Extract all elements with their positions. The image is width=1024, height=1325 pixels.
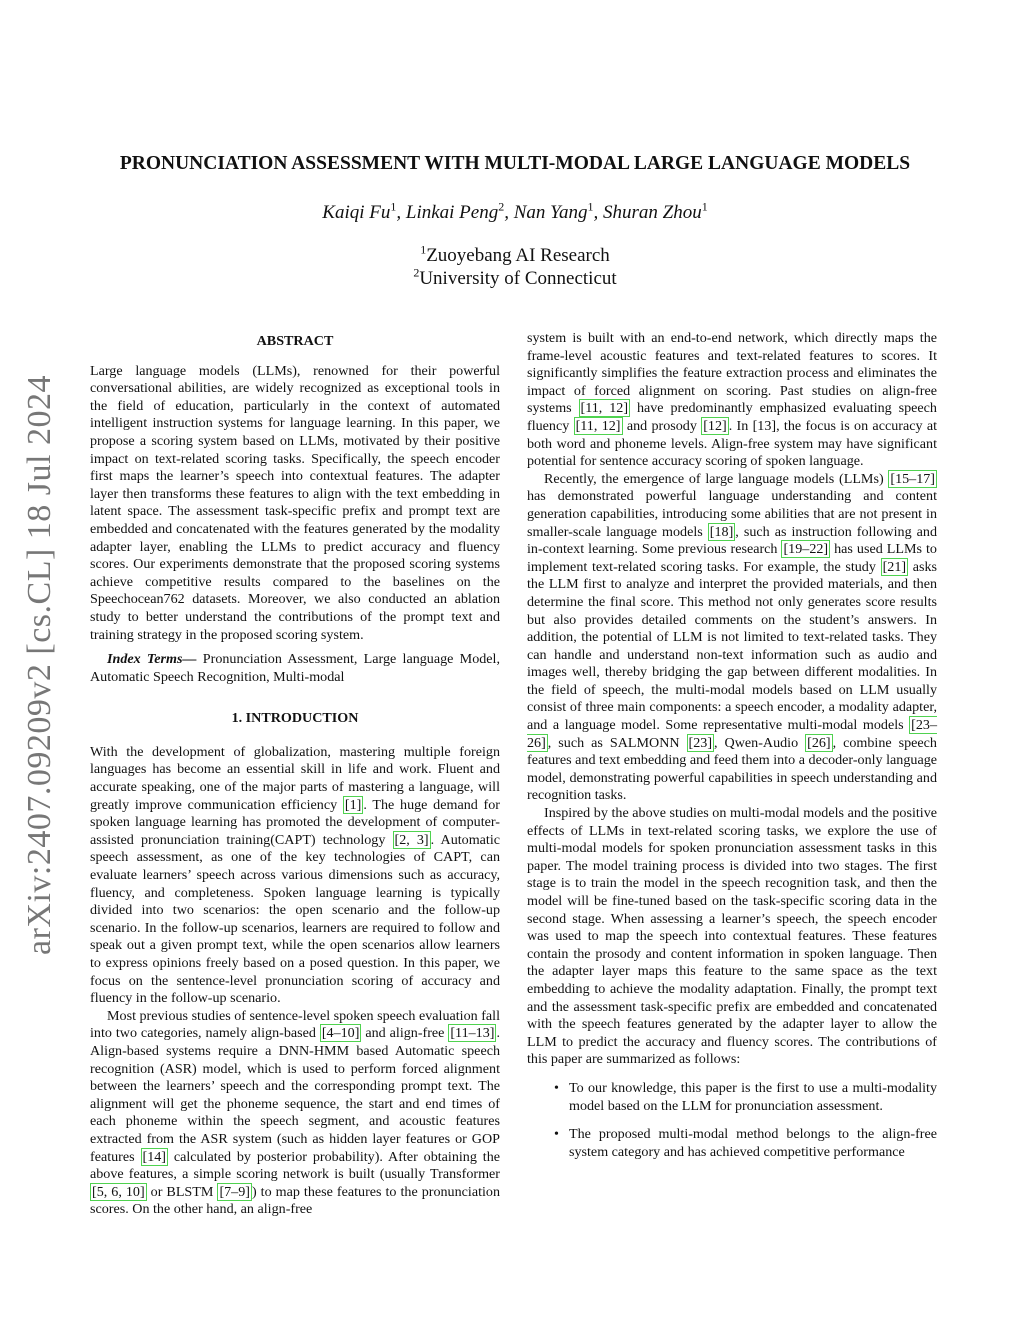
citation-link[interactable]: [11, 12]: [575, 417, 621, 434]
affiliation-sup: 1: [420, 242, 427, 257]
citation-link[interactable]: [2, 3]: [394, 831, 429, 848]
citation-link[interactable]: [26]: [807, 734, 831, 751]
author-sep: ,: [593, 202, 603, 223]
citation-link[interactable]: [21]: [882, 558, 907, 575]
section-heading-introduction: 1. INTRODUCTION: [231, 710, 359, 727]
text-run: calculated by posterior probability). After obtaining the above features, a simple scoring network is built (usually Transformer: [90, 1148, 501, 1183]
text-run: , such as instruction following and in-context learning. Some previous research: [527, 523, 938, 558]
affiliation-sup: 2: [413, 265, 420, 280]
contribution-item: • To our knowledge, this paper is the first to use a multi-modality model based on the LLM for pronunciation assessment.: [527, 1080, 937, 1115]
text-run: and prosody: [622, 417, 702, 434]
index-terms-text: Pronunciation Assessment, Large language Model, Automatic Speech Recognition, Multi-modal: [90, 651, 500, 685]
author-sup: 1: [701, 199, 708, 214]
citation-link[interactable]: [7–9]: [219, 1183, 250, 1200]
author-name: Nan Yang: [513, 202, 588, 223]
author-name: Kaiqi Fu: [322, 202, 391, 223]
text-run: have predominantly emphasized evaluating speech fluency: [527, 400, 937, 434]
affiliation-name: Zuoyebang AI Research: [426, 245, 610, 266]
arxiv-id-text: arXiv:2407.09209v2 [cs.CL] 18 Jul 2024: [21, 375, 59, 955]
abstract-heading: ABSTRACT: [256, 333, 334, 349]
affiliation: [90, 244, 940, 267]
text-run: and align-free: [361, 1025, 449, 1042]
author-sup: 1: [587, 199, 594, 214]
text-run: , Qwen-Audio: [714, 734, 806, 751]
text-run: system is built with an end-to-end network, which directly maps the frame-level acoustic features and text-related features to scores. It significantly simplifies the feature extraction process and eliminates the impact of forced alignment on scoring. Past studies on align-free systems: [527, 330, 937, 417]
citation-link[interactable]: [23]: [688, 734, 713, 751]
citation-link[interactable]: [19–22]: [783, 541, 829, 558]
index-terms-label: Index Terms—: [107, 651, 197, 668]
text-run: has demonstrated powerful language understanding and content generation capabilities, introducing some abilities that are not present in smaller-scale language models: [527, 488, 937, 540]
intro-paragraph-1: [90, 744, 500, 1008]
text-run: . Automatic speech assessment, as one of the key technologies of CAPT, can evaluate learners’ speech across various dimensions such as accuracy, fluency, and completeness. Spoken language learning is typically divided into two scenarios: the open scenario and the follow-up scenario. In the follow-up scenarios, learners are required to follow and speak out a given prompt text, while the open scenarios allow learners to express opinions freely based on a posed question. In this paper, we focus on the sentence-level pronunciation scoring of accuracy and fluency in the follow-up scenario.: [90, 831, 501, 1007]
text-run: . The huge demand for spoken language learning has promoted the development of computer-assisted pronunciation training(CAPT) technology: [90, 796, 500, 848]
text-run: has used LLMs to implement text-related scoring tasks. For example, the study: [527, 541, 937, 575]
abstract-text: Large language models (LLMs), renowned for their powerful conversational abilities, are widely recognized as exceptional tools in the field of education, particularly in the context of automated intelligent instruction systems for language learning. In this paper, we propose a scoring system based on LLMs, motivated by their positive impact on text-related scoring tasks. Specifically, the speech encoder first maps the learner’s speech into contextual features. The adapter layer then transforms these features to align with the text embedding in latent space. The assessment task-specific prefix and prompt text are embedded and concatenated with the features generated by the modality adapter layer, enabling the LLMs to predict accuracy and fluency scores. Our experiments demonstrate that the proposed scoring systems achieve competitive results compared to the baselines on the Speechocean762 datasets. Moreover, we also conducted an ablation study to better understand the contributions of the prompt text and training strategy in the proposed scoring system.: [90, 362, 500, 643]
citation-link[interactable]: [5, 6, 10]: [92, 1183, 145, 1200]
author-list: [90, 199, 940, 227]
affiliation-name: University of Connecticut: [419, 268, 617, 289]
intro-paragraph-4: [527, 471, 937, 805]
author-sep: ,: [504, 202, 514, 223]
intro-paragraph-5: Inspired by the above studies on multi-modal models and the positive effects of LLMs in text-related scoring tasks, we explore the use of multi-modal models for spoken pronunciation assessment tasks in this paper. The model training process is divided into two stages. The first stage is to train the model in the speech recognition task, and then the model will be fine-tuned based on the task-specific scoring data in the second stage. When assessing a learner’s speech, the speech encoder was used to map the speech into contextual features. These features contain the prosody and content information in spoken language. Then the adapter layer maps this feature to the same space as the text embedding to achieve the modality adaptation. Finally, the prompt text and the assessment task-specific prefix are embedded and concatenated with the speech features generated by the adapter layer to allow the LLM to predict the accuracy and fluency scores. The contributions of this paper are summarized as follows:: [527, 805, 937, 1068]
author-sep: ,: [396, 202, 406, 223]
author-sup: 2: [498, 199, 505, 214]
author-name: Shuran Zhou: [602, 202, 702, 223]
citation-link[interactable]: [12]: [703, 417, 727, 434]
citation-link[interactable]: [18]: [709, 523, 734, 540]
text-run: or BLSTM: [146, 1183, 218, 1200]
paper-header: [90, 150, 940, 290]
text-run: ) to map these features to the pronunciation scores. On the other hand, an align-free: [90, 1183, 500, 1218]
paper-title: PRONUNCIATION ASSESSMENT WITH MULTI-MODAL LARGE LANGUAGE MODELS: [119, 153, 911, 174]
citation-link[interactable]: [23–26]: [527, 717, 937, 751]
citation-link[interactable]: [11, 12]: [580, 400, 629, 417]
text-run: . Align-based systems require a DNN-HMM based Automatic speech recognition (ASR) model, which is used to perform forced alignment between the learners’ speech and the corresponding prompt text. The alignment will get the phoneme sequence, the start and end times of each phoneme within the speech segment, and acoustic features extracted from the ASR system (such as hidden layer features or GOP features: [90, 1025, 500, 1165]
intro-paragraph-2: [90, 1008, 500, 1219]
right-column: [527, 330, 937, 1172]
author-sup: 1: [390, 199, 397, 214]
citation-link[interactable]: [1]: [344, 796, 362, 813]
citation-link[interactable]: [15–17]: [890, 470, 935, 487]
text-run: Most previous studies of sentence-level spoken speech evaluation fall into two categories, namely align-based: [90, 1007, 500, 1042]
citation-link[interactable]: [11–13]: [450, 1025, 495, 1042]
arxiv-identifier: [10, 305, 70, 1025]
contribution-item: • The proposed multi-modal method belongs to the align-free system category and has achieved competitive performance: [527, 1126, 937, 1161]
left-column: [90, 331, 500, 1219]
citation-link[interactable]: [14]: [142, 1148, 166, 1165]
affiliation: [90, 267, 940, 290]
citation-link[interactable]: [4–10]: [321, 1025, 360, 1042]
index-terms: [90, 651, 500, 686]
text-run: With the development of globalization, mastering multiple foreign languages has become an essential skill in life and work. Fluent and accurate speaking, one of the major parts of mastering a language, will greatly improve communication efficiency: [90, 743, 500, 813]
text-run: . In [13], the focus is on accuracy at both word and phoneme levels. Align-free system may have significant potential for sentence accuracy scoring of spoken language.: [527, 417, 937, 470]
text-run: asks the LLM first to analyze and interpret the provided materials, and then determine the final score. This method not only generates score results but also provides detailed comments on the student’s answers. In addition, the potential of LLM is not limited to text-related tasks. They can handle and understand non-text information such as audio and images well, thereby bridging the gap between different modalities. In the field of speech, the multi-modal models based on LLM usually consist of three main components: a speech encoder, a modality adapter, and a language model. Some representative multi-modal models: [527, 558, 938, 734]
text-run: Recently, the emergence of large language models (LLMs): [544, 470, 889, 487]
contributions-list: [527, 1080, 937, 1161]
intro-paragraph-3: [527, 330, 937, 471]
text-run: , such as SALMONN: [547, 734, 687, 751]
author-name: Linkai Peng: [405, 202, 499, 223]
text-run: , combine speech features and text embedding and feed them into a decoder-only language model, demonstrating powerful capabilities in speech understanding and recognition tasks.: [527, 734, 937, 804]
